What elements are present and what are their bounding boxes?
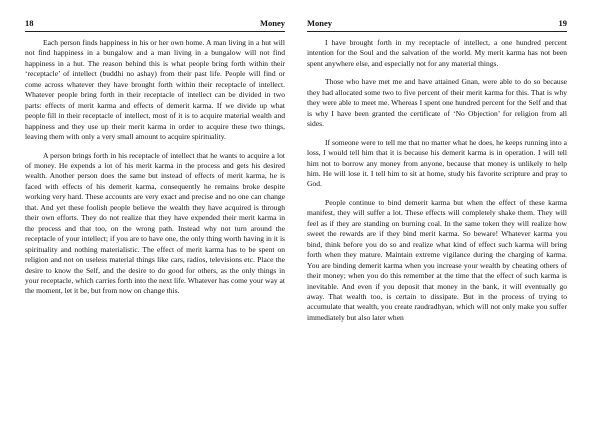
paragraph: A person brings forth in his receptacle of intellect that he wants to acquire a lot of money. He expends a lot of his merit karma in the process and gets his desired wealth. Another person does the same but instead of effects of merit karma, he is faced with effects of his demerit karma, consequently he remains broke despite working very hard. These accounts are very exact and precise and no one can change that. And yet these foolish people believe the wealth they have acquired is through their own efforts. They do not realize that they have expended their merit karma in the process and that too, on the wrong path. Instead why not turn around the receptacle of your intellect; if you are to have one, the only thing worth having in it is spirituality and nothing materialistic. The effect of merit karma has to be spent on religion and not on useless material things like cars, radios, televisions etc. Place the desire to know the Self, and the desire to do good for others, as the only things in your receptacle, which carries forth into the next life. Whatever has come your way at the moment, let it be, but from now on change this. [25, 150, 285, 296]
paragraph: If someone were to tell me that no matter what he does, he keeps running into a loss, I would tell him that it is because his demerit karma is in operation. I will tell him not to borrow any money from anyone, because that money is unlikely to help him. He will lose it. I tell him to sit at home, study his favorite scripture and pray to God. [307, 137, 567, 189]
paragraph: I have brought forth in my receptacle of intellect, a one hundred percent intention for the Soul and the salvation of the world. My merit karma has not been spent anywhere else, and especially not for any material things. [307, 38, 567, 68]
left-body-text [25, 38, 285, 297]
right-running-head [307, 17, 567, 29]
running-title: Money [259, 18, 285, 28]
right-page [307, 0, 567, 446]
left-page [25, 0, 285, 446]
running-title: Money [307, 18, 333, 28]
header-rule [25, 31, 285, 32]
paragraph: Those who have met me and have attained Gnan, were able to do so because they had allocated some two to five percent of their merit karma for this. That is why they were able to meet me. Whereas I spent one hundred percent for the Self and that is why I have been granted the certificate of ‘No Objection’ for religion from all sides. [307, 77, 567, 129]
paragraph: Each person finds happiness in his or her own home. A man living in a hut will not find happiness in a bungalow and a man living in a bungalow will not find happiness in a hut. The reason behind this is what people bring forth within their ‘receptacle’ of intellect (buddhi no ashay) from their past life. People will find or come across whatever they have brought forth within their receptacle of intellect. Whatever people bring forth in their receptacle of intellect can be divided in two parts: effects of merit karma and effects of demerit karma. If we divide up what people fill in their receptacle of intellect, most of it is to acquire material wealth and happiness and they use up their merit karma in order to acquire these two things, leaving them with only a very small amount to acquire spirituality. [25, 38, 285, 142]
left-running-head [25, 17, 285, 29]
page-number: 19 [558, 18, 567, 28]
right-body-text [307, 38, 567, 323]
page-number: 18 [25, 18, 34, 28]
header-rule [307, 31, 567, 32]
paragraph: People continue to bind demerit karma but when the effect of these karma manifest, they will suffer a lot. These effects will completely shake them. They will feel as if they are standing on burning coal. In the same token they will realize how sweet the rewards are if they bind merit karma. So beware! Whatever karma you bind, think before you do so and realize what kind of effect such karma will bring forth when they mature. Maintain extreme vigilance during the charging of karma. You are binding demerit karma when you increase your wealth by cheating others of their money; when you do this remember at the time that the effect of such karma is inevitable. And even if you deposit that money in the bank, it will eventually go away. That wealth too, is certain to dissipate. But in the process of trying to accumulate that wealth, you create raudradhyan, which will not only make you suffer immediately but also later when [307, 197, 567, 322]
